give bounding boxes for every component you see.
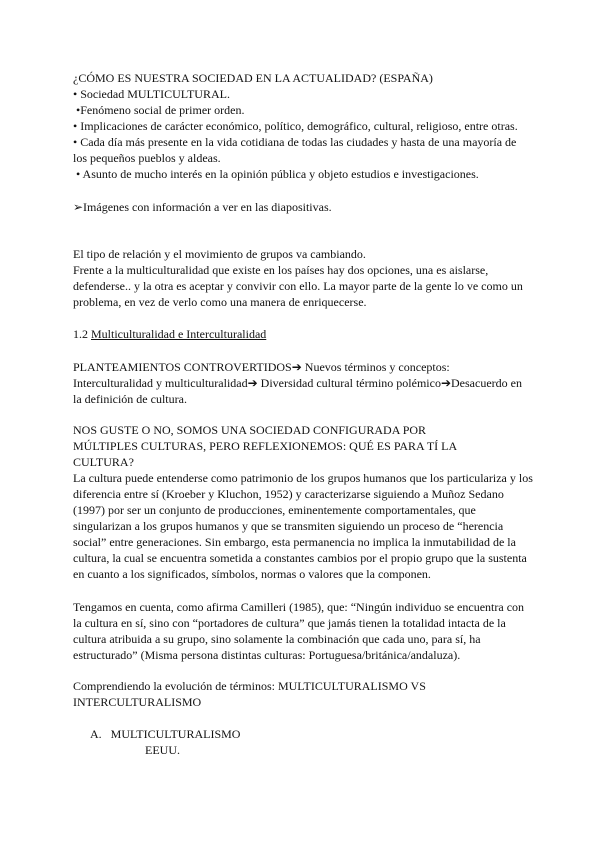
evolution-paragraph: Comprendiendo la evolución de términos: MULTICULTURALISMO VS INTERCULTURALISMO xyxy=(73,679,426,709)
culture-paragraph: La cultura puede entenderse como patrimonio de los grupos humanos que los particulariza y los diferencia entre sí (Kroeber y Kluchon, 1952) y caracterizarse siguiendo a Muñoz Sedano (1997) por ser un conjunto de producciones, eminentemente comportamentales, que singularizan a los grupos humanos y que se transmiten siguiendo un proceso de “herencia social” entre generaciones. Sin embargo, esta permanencia no implica la inmutabilidad de la cultura, la cual se encuentra sometida a constantes cambios por el propio grupo que la sustenta en cuanto a los significados, símbolos, normas o valores que la componen. xyxy=(73,471,533,581)
culture-question: NOS GUSTE O NO, SOMOS UNA SOCIEDAD CONFIGURADA POR MÚLTIPLES CULTURAS, PERO REFLEXIONEMOS: QUÉ ES PARA TÍ LA CULTURA? xyxy=(73,423,457,469)
relation-paragraph: Frente a la multiculturalidad que existe en los países hay dos opciones, una es aislarse, defenderse.. y la otra es aceptar y convivir con ello. La mayor parte de la gente lo ve como un problema, en vez de verlo como una manera de enriquecerse. xyxy=(73,263,523,309)
bullet-item: • Asunto de mucho interés en la opinión pública y objeto estudios e investigaciones. xyxy=(73,167,479,181)
section-title: Multiculturalidad e Interculturalidad xyxy=(91,327,267,341)
relation-section xyxy=(73,246,533,310)
bullet-item: • Sociedad MULTICULTURAL. xyxy=(73,87,230,101)
relation-line: El tipo de relación y el movimiento de grupos va cambiando. xyxy=(73,247,366,261)
bullet-item: • Cada día más presente en la vida cotidiana de todas las ciudades y hasta de una mayoría de los pequeños pueblos y aldeas. xyxy=(73,135,517,165)
page-heading: ¿CÓMO ES NUESTRA SOCIEDAD EN LA ACTUALIDAD? (ESPAÑA) xyxy=(73,71,433,85)
list-a xyxy=(73,726,533,758)
section-number: 1.2 xyxy=(73,327,91,341)
bullet-item: • Implicaciones de carácter económico, político, demográfico, cultural, religioso, entre otras. xyxy=(73,119,518,133)
images-note: ➢Imágenes con información a ver en las diapositivas. xyxy=(73,200,332,214)
intro-section xyxy=(73,70,533,182)
list-a-marker: A. xyxy=(90,727,102,741)
section-heading xyxy=(73,326,533,342)
camilleri-paragraph: Tengamos en cuenta, como afirma Camilleri (1985), que: “Ningún individuo se encuentra con la cultura en sí, sino con “portadores de cultura” que jamás tienen la totalidad intacta de la cultura atribuida a su grupo, sino solamente la combinación que cada uno, para sí, ha estructurado” (Misma persona distintas culturas: Portuguesa/británica/andaluza). xyxy=(73,600,525,662)
list-a-title: MULTICULTURALISMO xyxy=(110,727,241,741)
controversial-paragraph: PLANTEAMIENTOS CONTROVERTIDOS➔ Nuevos términos y conceptos: Interculturalidad y multiculturalidad➔ Diversidad cultural término polémico➔Desacuerdo en la definición de cultura. xyxy=(73,360,522,406)
list-a-sub: EEUU. xyxy=(145,743,180,757)
list-a-item xyxy=(73,726,533,742)
bullet-item: •Fenómeno social de primer orden. xyxy=(73,103,245,117)
